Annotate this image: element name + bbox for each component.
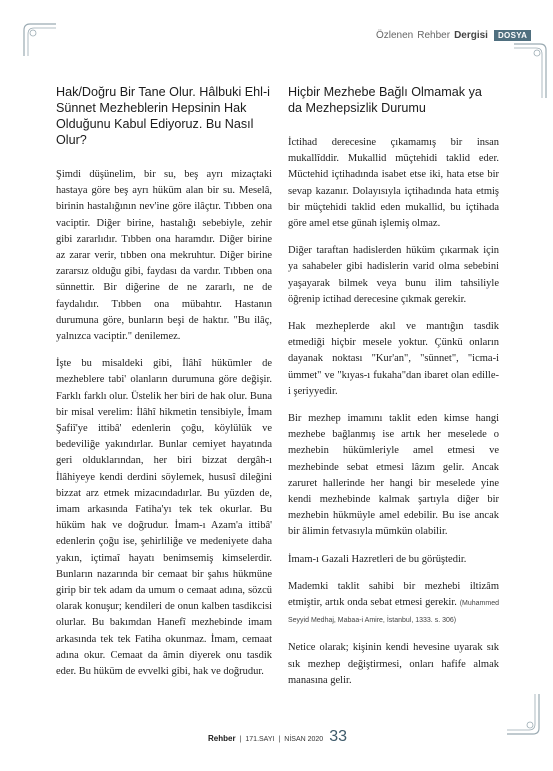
running-header xyxy=(376,30,531,41)
ornament-bottom-right-icon xyxy=(505,692,545,742)
section-badge: DOSYA xyxy=(494,30,531,41)
page-number: 33 xyxy=(329,728,347,745)
right-paragraph-7: Netice olarak; kişinin kendi hevesine uyarak sık sık mezhep değiştirmesi, onları hafife almak manasına gelir. xyxy=(288,642,499,686)
left-column xyxy=(56,84,272,691)
footer-separator: | xyxy=(239,736,242,743)
header-prefix: Özlenen xyxy=(376,30,414,41)
footer-brand: Rehber xyxy=(208,734,236,743)
page-footer xyxy=(208,728,347,746)
right-paragraph-3: Hak mezheplerde akıl ve mantığın tasdik etmediği hiçbir mesele yoktur. Çünkü onların dayanak noktası "Kur'an", "sünnet", "icma-i ümmet" ve "kıyas-ı fukaha"dan ibaret olan edille-i şeriyyedir. xyxy=(288,321,499,397)
left-paragraph-2: İşte bu misaldeki gibi, İlâhî hükümler de mezheblere tabi' olanların durumuna göre değişir. Farklı farklı olur. Üstelik her biri de hak olur. Buna bir misal verelim: İlâhî hikmetin tensibiyle, İmam Şafiî'ye ittibâ' edenlerin çoğu, köylülük ve bedeviliğe yakındırlar. Bunlar cemiyet hayatında geri olduklarından, her biri bizzat dergâh-ı İlâhiyeye kendi derdini söylemek, hususî dileğini bizzat arz etmek mizacındadırlar. Bu yüzden de, imam arkasında Fatiha'yı tek tek okurlar. Bu hüküm hak ve doğrudur. İmam-ı Azam'a ittibâ' edenlerin çoğu ise, şehirliliğe ve medeniyete daha yakın, içtimaî hayatı benimsemiş kimselerdir. Bunların nazarında bir cemaat bir şahıs hükmüne girip bir tek adam da umum o cemaat adına, sözcü olarak konuşur; kendileri de onun kalben tasdikcisi olurlar. Bu bakımdan Hanefî mezhebinde imam arkasında tek tek Fatiha okunmaz. İmam, cemaat adına okur. Cemaat da âmin diyerek onu tasdik eder. Bu hüküm de evvelki gibi, hak ve doğrudur. xyxy=(56,358,272,678)
citation: (Muhammed Seyyid Medhaj, Mabaa-i Amire, İstanbul, 1333. s. 306) xyxy=(288,600,500,625)
right-paragraph-6 xyxy=(288,579,499,630)
header-brand: Rehber xyxy=(417,30,451,41)
header-title: Dergisi xyxy=(454,30,488,41)
ornament-top-left-icon xyxy=(18,18,58,58)
right-column xyxy=(288,84,499,700)
left-paragraph-1: Şimdi düşünelim, bir su, beş ayrı mizaçtaki hastaya göre beş ayrı hüküm alan bir su. Meselâ, birinin hastalığının nev'ine göre ilâçtır. Tıbben ona vaciptir. Diğer birine, hastalığı sebebiyle, zehir gibi zararlıdır. Tıbben ona haramdır. Diğer birine az zarar verir, tıbben ona mekruhtur. Diğer birine zararsız olduğu gibi, faydası da vardır. Tıbben ona sünnettir. Bir diğerine de ne zararlı, ne de faydalıdır. Tıbben ona mübahtır. Hastanın durumuna göre, bunların beşi de haktır. "Bu ilâç, yalnızca vaciptir." denilemez. xyxy=(56,169,272,343)
footer-separator: | xyxy=(278,736,281,743)
right-paragraph-5: İmam-ı Gazali Hazretleri de bu görüştedir. xyxy=(288,553,467,565)
right-section-title: Hiçbir Mezhebe Bağlı Olmamak ya da Mezhepsizlik Durumu xyxy=(288,85,482,115)
left-section-title: Hak/Doğru Bir Tane Olur. Hâlbuki Ehl-i Sünnet Mezheblerin Hepsinin Hak Olduğunu Kabul Ediyoruz. Bu Nasıl Olur? xyxy=(56,85,270,147)
right-paragraph-2: Diğer taraftan hadislerden hüküm çıkarmak için ya sahabeler gibi hadislerin varid olma sebebini yaşayarak bilmek veya bunu ilim tahsiliyle öğrenip ictihad derecesine çıkmak gerekir. xyxy=(288,245,499,305)
right-paragraph-6-text: Mademki taklit sahibi bir mezhebi iltizâm etmiştir, artık onda sebat etmesi gerekir. xyxy=(288,580,499,609)
ornament-top-right-icon xyxy=(512,40,552,100)
right-paragraph-4: Bir mezhep imamını taklit eden kimse hangi mezhebe bağlanmış ise artık her meselede o mezhebin hükümleriyle amel etmesi ve mezhebinde sebat etmesi lâzım gelir. Ancak zaruret hallerinde her hangi bir meselede yine kendi mezhebinde kalmak şartıyla diğer bir mezhebin hükmüyle amel edebilir. Bu ise ancak bir âlimin fetvasıyla mümkün olabilir. xyxy=(288,413,499,538)
right-paragraph-1: İctihad derecesine çıkamamış bir insan mukallîddir. Mukallid müçtehidi taklid eder. Müctehid içtihadında isabet etse iki, hata etse bir sevap kazanır. Dolayısıyla içtihadında hata etmiş bir müçtehidi taklid eden mukallid, bu içtihada göre amel etse günah işlemiş olmaz. xyxy=(288,137,499,230)
footer-issue: 171.SAYI xyxy=(245,736,275,743)
footer-date: NİSAN 2020 xyxy=(284,736,324,743)
